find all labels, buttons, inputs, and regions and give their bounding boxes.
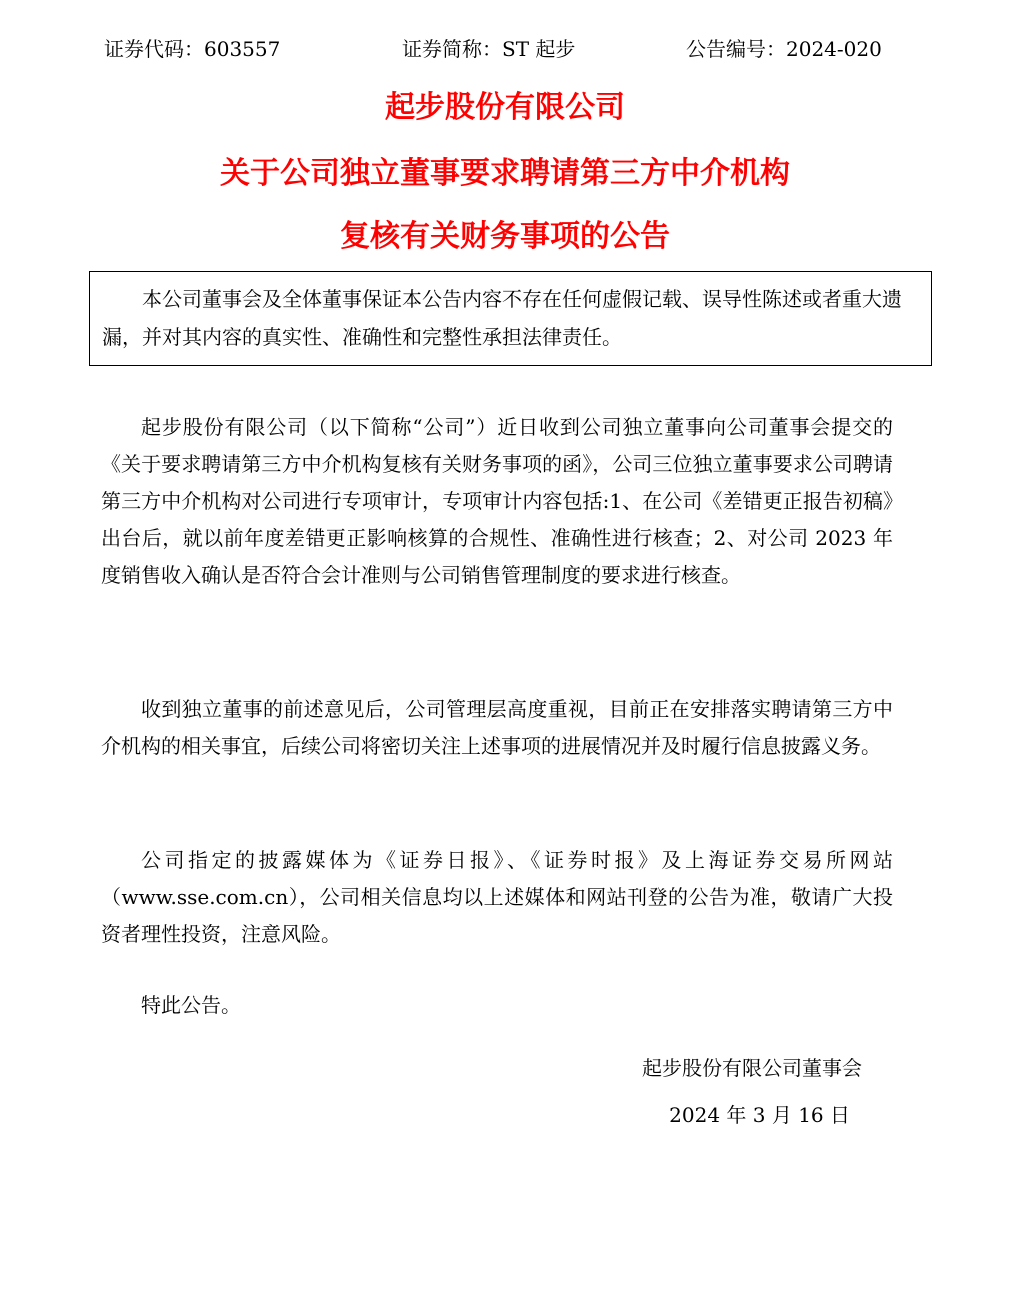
body-paragraph-1: [101, 409, 893, 594]
signature-company: 起步股份有限公司董事会: [642, 1056, 862, 1080]
document-header: [0, 34, 1010, 64]
signature-date: 2024 年 3 月 16 日: [669, 1103, 850, 1127]
notice-text: 本公司董事会及全体董事保证本公告内容不存在任何虚假记载、误导性陈述或者重大遗漏，并对其内容的真实性、准确性和完整性承担法律责任。: [102, 287, 902, 349]
security-code: 证券代码：603557: [104, 37, 281, 61]
title-line-2: 关于公司独立董事要求聘请第三方中介机构: [220, 156, 790, 191]
body-paragraph-2: [101, 691, 893, 765]
paragraph-text: 收到独立董事的前述意见后，公司管理层高度重视，目前正在安排落实聘请第三方中介机构的相关事宜，后续公司将密切关注上述事项的进展情况并及时履行信息披露义务。: [101, 697, 893, 758]
paragraph-text: 特此公告。: [141, 993, 241, 1017]
paragraph-text: 公司指定的披露媒体为《证券日报》、《证券时报》及上海证券交易所网站（www.sse.com.cn），公司相关信息均以上述媒体和网站刊登的公告为准，敬请广大投资者理性投资，注意风险。: [101, 848, 893, 946]
paragraph-text: 起步股份有限公司（以下简称“公司”）近日收到公司独立董事向公司董事会提交的《关于要求聘请第三方中介机构复核有关财务事项的函》，公司三位独立董事要求公司聘请第三方中介机构对公司进行专项审计，专项审计内容包括:1、在公司《差错更正报告初稿》出台后，就以前年度差错更正影响核算的合规性、准确性进行核查；2、对公司 2023 年度销售收入确认是否符合会计准则与公司销售管理制度的要求进行核查。: [101, 415, 893, 587]
title-company-name: 起步股份有限公司: [385, 90, 625, 125]
body-paragraph-3: [101, 842, 893, 953]
title-line-3: 复核有关财务事项的公告: [340, 219, 670, 254]
announcement-number: 公告编号：2024-020: [686, 37, 882, 61]
board-guarantee-notice: [89, 271, 932, 366]
body-paragraph-closing: [101, 987, 893, 1024]
security-abbreviation: 证券简称：ST 起步: [402, 37, 576, 61]
